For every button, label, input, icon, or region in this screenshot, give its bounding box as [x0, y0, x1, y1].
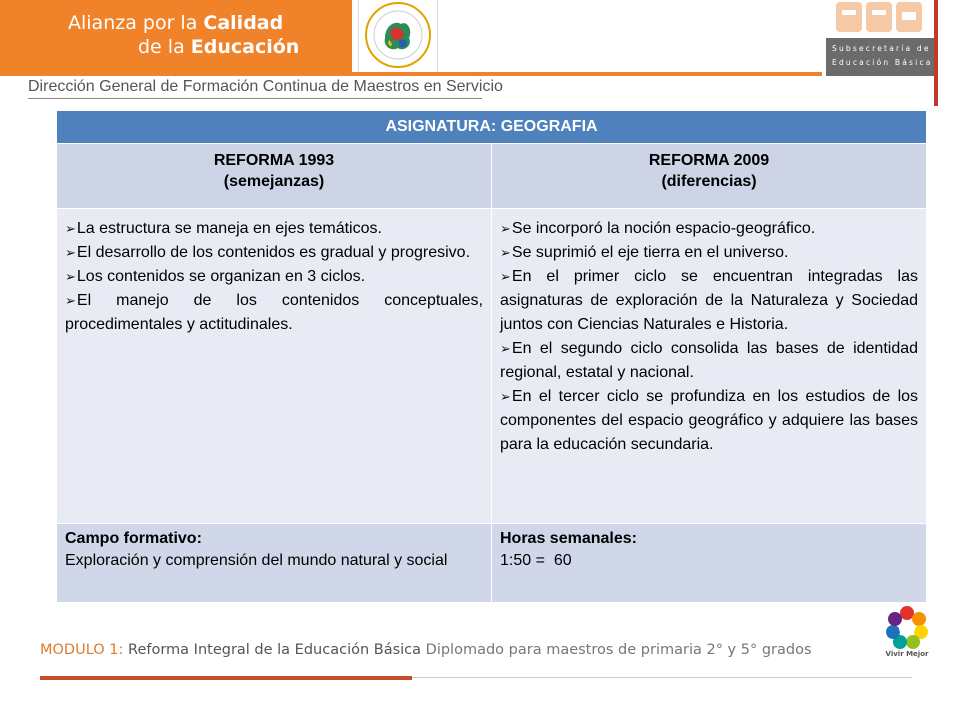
table-title: ASIGNATURA: GEOGRAFIA — [57, 111, 927, 144]
diferencias-list — [500, 217, 918, 457]
list-item-text: En el tercer ciclo se profundiza en los estudios de los componentes del espacio geográfico y adquiere las bases para la educación secundaria. — [500, 388, 919, 453]
col1-header — [57, 144, 492, 209]
list-item — [65, 265, 483, 289]
footer-orange-bar — [40, 676, 412, 680]
list-item-text: La estructura se maneja en ejes temáticos. — [76, 220, 382, 237]
list-item-text: Los contenidos se organizan en 3 ciclos. — [76, 268, 366, 285]
banner-line2 — [138, 36, 299, 58]
modulo-colon: : — [118, 642, 129, 658]
list-item — [500, 385, 918, 457]
banner-line1-bold: Calidad — [203, 12, 284, 34]
arrow-bullet-icon: ➢ — [500, 221, 511, 236]
table-title-row — [57, 111, 927, 144]
list-item-text: En el segundo ciclo consolida las bases de identidad regional, estatal y nacional. — [500, 340, 919, 381]
list-item-text: En el primer ciclo se encuentran integradas las asignaturas de exploración de la Naturaleza y Sociedad juntos con Ciencias Naturales e Historia. — [500, 268, 919, 333]
reforma-seal-icon — [361, 0, 435, 70]
semejanzas-cell — [57, 209, 492, 524]
list-item — [500, 265, 918, 337]
list-item-text: El desarrollo de los contenidos es gradual y progresivo. — [76, 244, 471, 261]
banner-line1 — [68, 12, 283, 34]
diferencias-cell — [492, 209, 927, 524]
list-item-text: El manejo de los contenidos conceptuales, procedimentales y actitudinales. — [65, 292, 483, 333]
arrow-bullet-icon: ➢ — [500, 341, 511, 356]
footer-gray-rule — [412, 677, 912, 678]
col2-header — [492, 144, 927, 209]
arrow-bullet-icon: ➢ — [65, 221, 76, 236]
modulo-reforma: Reforma Integral de la Educación Básica — [128, 642, 422, 658]
header-rule — [0, 72, 822, 76]
seb-plate — [826, 38, 934, 76]
list-item — [500, 241, 918, 265]
vivir-mejor-flower-icon — [884, 604, 930, 650]
seb-subtitle-2: Educación Básica — [832, 58, 933, 67]
col2-header-line2: (diferencias) — [661, 173, 757, 190]
col1-header-line2: (semejanzas) — [223, 173, 325, 190]
campo-formativo-cell — [57, 524, 492, 603]
horas-semanales-label: Horas semanales: — [500, 530, 637, 547]
list-item — [65, 289, 483, 337]
arrow-bullet-icon: ➢ — [500, 245, 511, 260]
banner-line2-prefix: de la — [138, 36, 191, 58]
campo-formativo-label: Campo formativo: — [65, 530, 202, 547]
table-body-row — [57, 209, 927, 524]
list-item — [500, 217, 918, 241]
direccion-underline — [28, 98, 482, 99]
horas-semanales-value: 1:50 = 60 — [500, 552, 572, 569]
seb-red-bar — [934, 0, 938, 106]
modulo-diplomado: Diplomado para maestros de primaria 2° y 5° grados — [425, 642, 812, 658]
col1-header-line1: REFORMA 1993 — [213, 152, 335, 169]
col2-header-line1: REFORMA 2009 — [648, 152, 770, 169]
arrow-bullet-icon: ➢ — [65, 293, 76, 308]
arrow-bullet-icon: ➢ — [500, 389, 511, 404]
reforma-seal-logo — [358, 0, 438, 72]
table-footer-row — [57, 524, 927, 603]
list-item — [500, 337, 918, 385]
footer-modulo-text — [40, 642, 812, 658]
arrow-bullet-icon: ➢ — [500, 269, 511, 284]
table-header-row — [57, 144, 927, 209]
seb-subtitle-1: Subsecretaría de — [832, 44, 931, 53]
banner-line1-prefix: Alianza por la — [68, 12, 204, 34]
geografia-comparison-table — [56, 110, 927, 603]
list-item — [65, 217, 483, 241]
vivir-mejor-label: Vivir Mejor — [885, 650, 929, 658]
banner-line2-bold: Educación — [190, 36, 300, 58]
arrow-bullet-icon: ➢ — [65, 245, 76, 260]
vivir-mejor-logo — [884, 604, 930, 664]
campo-formativo-value: Exploración y comprensión del mundo natural y social — [65, 552, 448, 569]
list-item-text: Se suprimió el eje tierra en el universo. — [511, 244, 789, 261]
arrow-bullet-icon: ➢ — [65, 269, 76, 284]
horas-semanales-cell — [492, 524, 927, 603]
list-item — [65, 241, 483, 265]
seb-wordmark-icon — [828, 0, 928, 34]
direccion-title: Dirección General de Formación Continua de Maestros en Servicio — [28, 78, 503, 95]
list-item-text: Se incorporó la noción espacio-geográfico. — [511, 220, 816, 237]
header-banner — [0, 0, 352, 72]
semejanzas-list — [65, 217, 483, 337]
modulo-label: MODULO 1 — [40, 642, 119, 658]
